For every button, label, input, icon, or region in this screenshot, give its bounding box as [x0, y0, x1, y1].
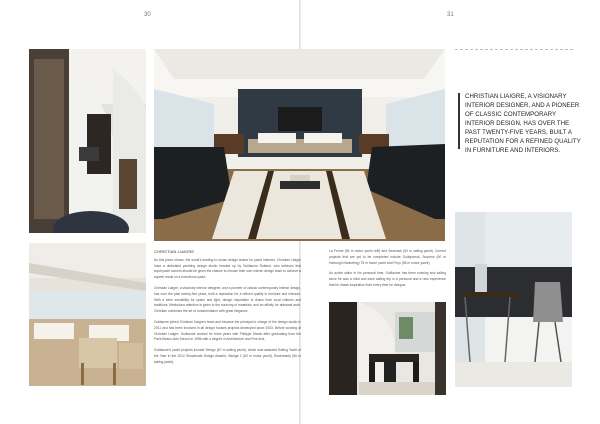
- article-paragraph: La Ferme (54 m motor yacht refit) and Seahawk (60 m sailing yacht). Current projects that are yet to be completed include Gullsparrok, Surprise (60 m Hartungh Nanneting) 75 m motor yacht and Ferju (58 m motor yacht).: [329, 249, 446, 265]
- article-column-1: [154, 249, 301, 371]
- article-paragraph: Guillaume joined Christian Liaigre's team and became the principal in charge of the design studio in 2011 and has been involved in all design houses projects developed since 2003. Before working at Christian Liaigre, Guillaume worked for three years with Philippe Starck after graduating from the Paris Beaux-Arts School in 1996 with a degree in Architecture and Fine Arts.: [154, 319, 301, 342]
- office-photo: [455, 212, 572, 387]
- article-paragraph: As this piece shows, the world's leading in-house design teams for yacht interiors, Christian Liaigre have a dedicated yachting design studio headed up by Guillaume Rolland, who believes that superyacht owners should be given the chance to choose their own interior design team to achieve a superb result on a marvelous yacht.: [154, 257, 301, 280]
- article-paragraph: Christian Liaigre, a visionary interior designer, and a pioneer of classic contemporary interior design, has over the past twenty-five years, built a reputation for a refined quality in furniture and interiors. With a keen sensibility for space and light, design inspiration is drawn from local cultures and traditions. Meticulous attention is given to the sourcing of materials, and an affinity for artisanal work. Christian combines the art of ornamentation with great elegance.: [154, 285, 301, 314]
- dining-photo: [329, 302, 446, 395]
- saloon-photo: [154, 49, 445, 241]
- header-rule: [455, 49, 573, 50]
- pull-quote: CHRISTIAN LIAIGRE, A VISIONARY INTERIOR DESIGNER, AND A PIONEER OF CLASSIC CONTEMPORARY INTERIOR DESIGN, HAS OVER THE PAST TWENTY-FIVE YEARS, BUILT A REPUTATION FOR A REFINED QUALITY IN FURNITURE AND INTERIORS.: [465, 93, 581, 154]
- corridor-photo: [29, 49, 146, 233]
- article-paragraph: An active sailor in his personal time, Guillaume has been cruising and sailing since he was a child and each sailing trip is a personal and a new experience that he draws inspiration from every time he designs.: [329, 271, 446, 287]
- article-column-2: [329, 249, 446, 294]
- quote-accent-bar: [458, 93, 460, 149]
- article-heading: CHRISTIAN LIAIGRE: [154, 249, 195, 254]
- deck-photo: [29, 243, 146, 386]
- right-page-number: 31: [447, 12, 454, 18]
- article-paragraph: Guillaume's yacht projects include Vertigo (67 m sailing yacht), which was awarded Sailing Yacht of the Year in the 2012 Showboats Design Awards, Wedge 2 (60 m motor yacht), Rosehearty (56 m sailing yacht),: [154, 348, 301, 364]
- left-page-number: 30: [144, 12, 151, 18]
